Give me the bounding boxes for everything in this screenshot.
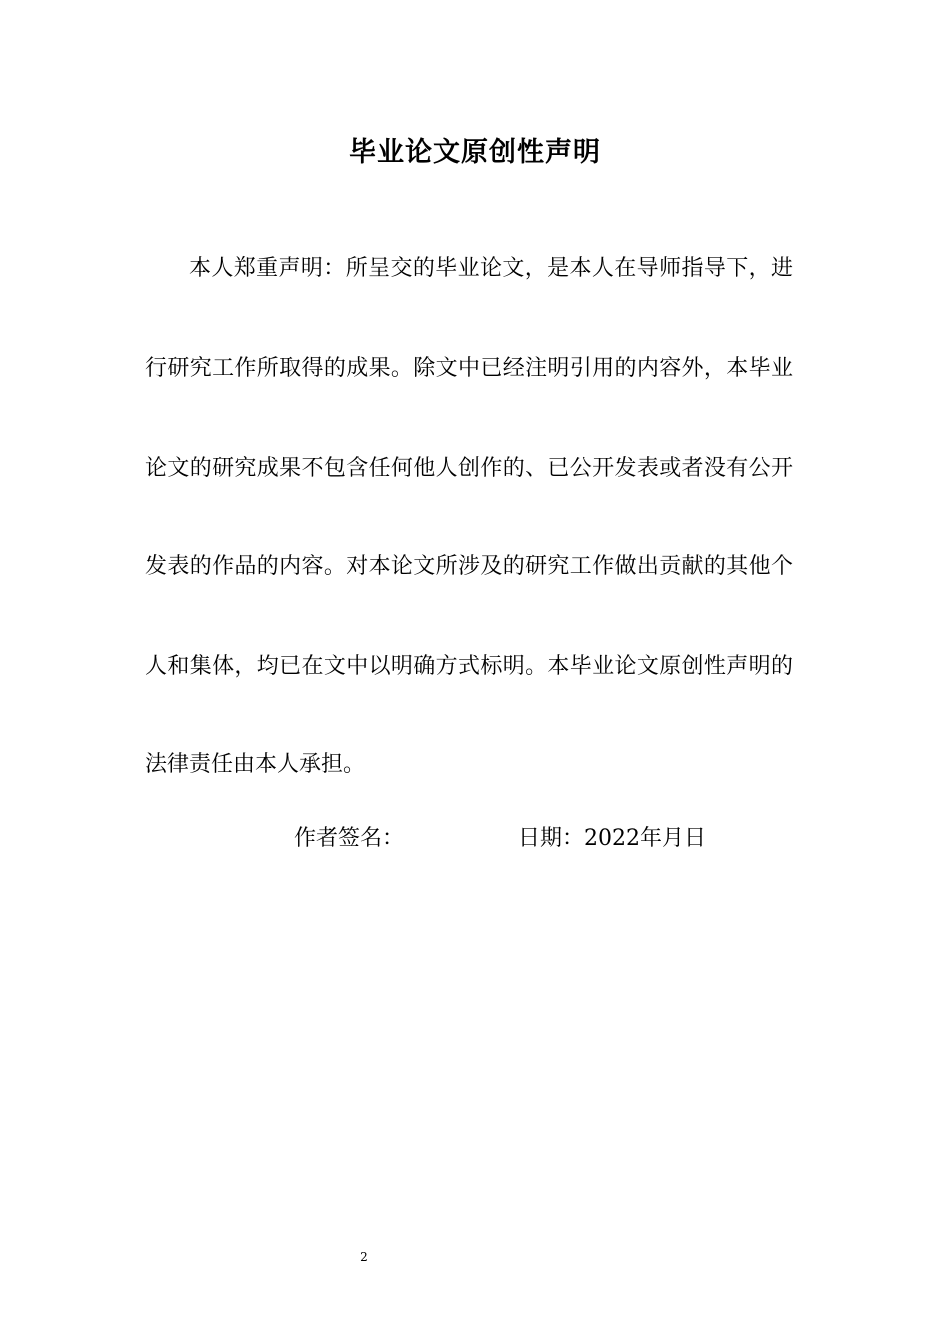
paragraph-line-5: 人和集体，均已在文中以明确方式标明。本毕业论文原创性声明的: [145, 654, 793, 679]
paragraph-line-2: 行研究工作所取得的成果。除文中已经注明引用的内容外，本毕业: [145, 356, 793, 381]
paragraph-line-6: 法律责任由本人承担。: [145, 752, 366, 777]
paragraph-line-3: 论文的研究成果不包含任何他人创作的、已公开发表或者没有公开: [145, 456, 793, 481]
page-title: 毕业论文原创性声明: [349, 137, 601, 168]
paragraph-line-1: 本人郑重声明：所呈交的毕业论文，是本人在导师指导下，进: [189, 256, 793, 281]
author-signature-label: 作者签名：: [294, 826, 405, 851]
date-label: 日期：2022年月日: [518, 826, 706, 851]
paragraph-line-4: 发表的作品的内容。对本论文所涉及的研究工作做出贡献的其他个: [145, 554, 793, 579]
page-number: 2: [360, 1250, 368, 1264]
